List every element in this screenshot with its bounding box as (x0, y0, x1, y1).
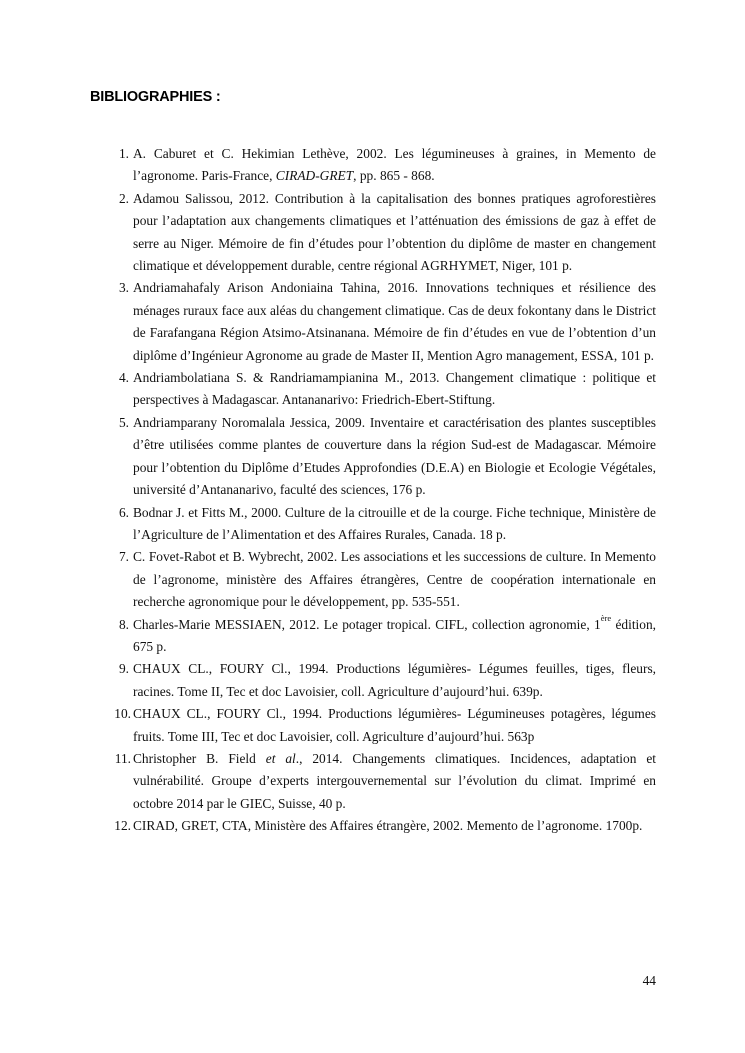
entry-text: Bodnar J. et Fitts M., 2000. Culture de la citrouille et de la courge. Fiche technique, Ministère de l’Agriculture de l’Alimentation et des Affaires Rurales, Canada. 18 p. (133, 504, 656, 542)
bibliography-entry-9 (118, 658, 656, 703)
entry-text: C. Fovet-Rabot et B. Wybrecht, 2002. Les associations et les successions de culture. In Memento de l’agronome, ministère des Affaires étrangères, Centre de coopération internationale en recherche agronomique pour le développement, pp. 535-551. (133, 549, 656, 610)
bibliography-entry-5 (118, 412, 656, 502)
entry-number: 5. (118, 414, 129, 430)
entry-number: 3. (118, 280, 129, 296)
entry-number: 9. (118, 661, 129, 677)
entry-number: 4. (118, 370, 129, 386)
entry-number: 6. (118, 504, 129, 520)
bibliography-list (114, 143, 656, 838)
bibliography-entry-3 (118, 277, 656, 367)
entry-text-continued: ., 2014. Changements climatiques. Incidences, adaptation et vulnérabilité. Groupe d’experts intergouvernemental sur l’évolution du climat. Imprimé en octobre 2014 par le GIEC, Suisse, 40 p. (133, 750, 656, 811)
entry-text-continued: édition, 675 p. (133, 616, 656, 654)
entry-text: Christopher B. Field (133, 750, 266, 766)
entry-text: A. Caburet et C. Hekimian Lethève, 2002. Les légumineuses à graines, in Memento de l’agronome. Paris-France, (133, 146, 656, 184)
entry-number: 2. (118, 190, 129, 206)
entry-text: Andriamahafaly Arison Andoniaina Tahina, 2016. Innovations techniques et résilience des ménages ruraux face aux aléas du changement climatique. Cas de deux fokontany dans le District de Farafangana Région Atsimo-Atsinanana. Mémoire de fin d’études en vue de l’obtention d’un diplôme d’Ingénieur Agronome au grade de Master II, Mention Agro management, ESSA, 101 p. (133, 280, 656, 363)
entry-italic-text: CIRAD-GRET (275, 168, 354, 184)
entry-text: Adamou Salissou, 2012. Contribution à la capitalisation des bonnes pratiques agroforestières pour l’adaptation aux changements climatiques et l’atténuation des émissions de gaz à effet de serre au Niger. Mémoire de fin d’études pour l’obtention du diplôme de master en changement climatique et développement durable, centre régional AGRHYMET, Niger, 101 p. (133, 190, 656, 274)
bibliography-entry-1 (118, 143, 656, 188)
entry-text: Charles-Marie MESSIAEN, 2012. Le potager tropical. CIFL, collection agronomie, 1 (133, 616, 601, 632)
bibliography-entry-4 (118, 367, 656, 412)
entry-text-continued: , pp. 865 - 868. (353, 168, 435, 184)
entry-superscript: ère (600, 612, 612, 623)
entry-number: 10. (114, 706, 131, 722)
bibliography-entry-2 (118, 188, 656, 278)
entry-number: 7. (118, 549, 129, 565)
bibliography-entry-8 (118, 612, 656, 659)
entry-number: 11. (114, 750, 131, 766)
entry-text: Andriamparany Noromalala Jessica, 2009. Inventaire et caractérisation des plantes susceptibles d’être utilisées comme plantes de couverture dans la région Sud-est de Madagascar. Mémoire pour l’obtention du Diplôme d’Etudes Approfondies (D.E.A) en Biologie et Ecologie Végétales, université d’Antananarivo, faculté des sciences, 176 p. (133, 414, 656, 498)
entry-text: CHAUX CL., FOURY Cl., 1994. Productions légumières- Légumineuses potagères, légumes fruits. Tome III, Tec et doc Lavoisier, coll. Agriculture d’aujourd’hui. 563p (133, 706, 656, 744)
bibliography-entry-7 (118, 546, 656, 613)
bibliography-entry-10 (114, 703, 656, 748)
page-number: 44 (642, 973, 656, 988)
entry-text: CHAUX CL., FOURY Cl., 1994. Productions légumières- Légumes feuilles, tiges, fleurs, racines. Tome II, Tec et doc Lavoisier, coll. Agriculture d’aujourd’hui. 639p. (133, 661, 656, 699)
entry-number: 12. (114, 818, 131, 834)
entry-text: Andriambolatiana S. & Randriamampianina M., 2013. Changement climatique : politique et perspectives à Madagascar. Antananarivo: Friedrich-Ebert-Stiftung. (133, 370, 656, 408)
bibliography-entry-6 (118, 502, 656, 547)
entry-number: 1. (118, 146, 129, 161)
bibliography-heading: BIBLIOGRAPHIES : (90, 89, 221, 105)
bibliography-entry-12 (114, 815, 656, 837)
entry-text: CIRAD, GRET, CTA, Ministère des Affaires étrangère, 2002. Memento de l’agronome. 1700p. (133, 818, 643, 834)
entry-number: 8. (118, 616, 129, 632)
bibliography-entry-11 (114, 748, 656, 815)
entry-italic-text: et al (265, 750, 296, 766)
